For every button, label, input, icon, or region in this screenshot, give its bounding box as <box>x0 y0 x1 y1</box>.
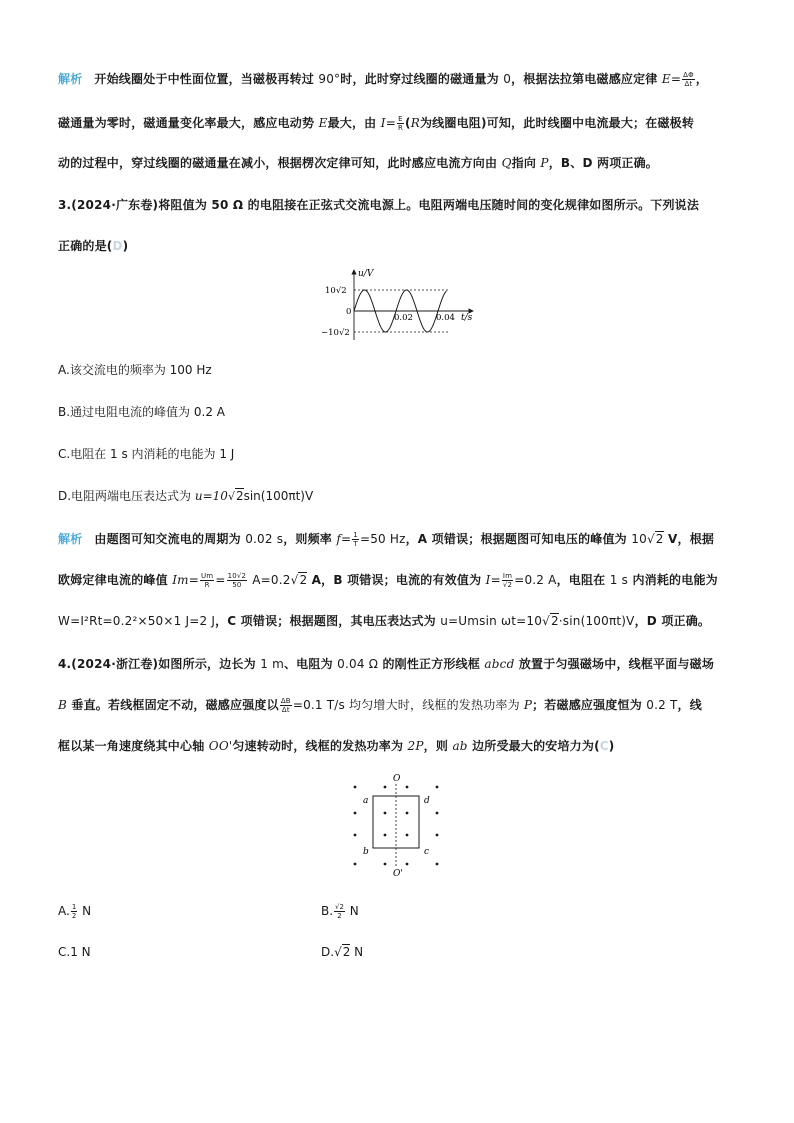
y-tick-bottom: −10√2 <box>321 328 350 338</box>
field-dot <box>436 786 439 789</box>
q4-stem-line2: B 垂直。若线框固定不动，磁感应强度以 $\frac{\Delta B}{\Delta t}$ =0.1 T/s 均匀增大时，线框的发热功率为 P；若磁感应强度恒为 0.2 T，线 <box>58 697 702 714</box>
analysis2-line3: W=I²Rt=0.2²×50×1 J=2 J，C 项错误；根据题图，其电压表达式为 u=Umsin ωt=10√2·sin(100πt)V，D 项正确。 <box>58 614 711 628</box>
q4-option-b[interactable]: B. $\frac{√2}{2}$ N <box>321 903 359 920</box>
field-dot <box>436 834 439 837</box>
field-dot <box>384 834 387 837</box>
q4-option-c[interactable]: C.1 N <box>58 945 91 959</box>
y-tick-zero: 0 <box>346 307 352 317</box>
label-b: b <box>363 847 369 857</box>
analysis-tag: 解析 <box>58 72 83 86</box>
answer-mark: D <box>112 239 123 253</box>
q3-option-d[interactable]: D.电阻两端电压表达式为 u=10√2sin(100πt)V <box>58 489 314 503</box>
x-axis-label: t/s <box>461 313 473 323</box>
field-dot <box>384 863 387 866</box>
voltage-time-graph <box>318 266 488 346</box>
analysis2-line1: 解析 由题图可知交流电的周期为 0.02 s，则频率 f= $\frac{1}{T}$ =50 Hz，A 项错误；根据题图可知电压的峰值为 10√2 V，根据 <box>58 531 715 548</box>
fraction: $\frac{Um}{R}$ <box>200 572 214 589</box>
q3-option-c[interactable]: C.电阻在 1 s 内消耗的电能为 1 J <box>58 447 235 461</box>
y-axis-label: u/V <box>358 269 374 279</box>
field-dot <box>384 812 387 815</box>
y-tick-top: 10√2 <box>325 286 347 296</box>
q3-option-b[interactable]: B.通过电阻电流的峰值为 0.2 A <box>58 405 225 419</box>
analysis2-line2: 欧姆定律电流的峰值 Im= $\frac{Um}{R}$ = $\frac{10√2}{50}$ A=0.2√2 A，B 项错误；电流的有效值为 I= $\frac{Im}{√2}$ =0.2 A，电阻在 1 s 内消耗的电能为 <box>58 572 718 589</box>
field-dot <box>384 786 387 789</box>
q3-stem-line1: 3.(2024·广东卷)将阻值为 50 Ω 的电阻接在正弦式交流电源上。电阻两端电压随时间的变化规律如图所示。下列说法 <box>58 198 700 212</box>
answer-mark: C <box>599 739 609 753</box>
fraction: $\frac{Im}{√2}$ <box>502 572 513 589</box>
field-dot <box>436 812 439 815</box>
field-dot <box>354 863 357 866</box>
fraction: $\frac{10√2}{50}$ <box>227 572 247 589</box>
fraction: $\frac{1}{T}$ <box>353 531 358 548</box>
fraction: $\frac{\Delta B}{\Delta t}$ <box>280 697 291 714</box>
field-dot <box>354 786 357 789</box>
label-O-top: O <box>393 774 401 784</box>
field-dot <box>406 863 409 866</box>
label-O-bottom: O' <box>393 869 403 879</box>
square-frame-figure <box>345 770 445 880</box>
analysis1-line2: 磁通量为零时，磁通量变化率最大，感应电动势 E最大，由 I= $\frac{E}{R}$ (R为线圈电阻)可知，此时线圈中电流最大；在磁极转 <box>58 115 695 132</box>
q4-stem-line1: 4.(2024·浙江卷)如图所示，边长为 1 m、电阻为 0.04 Ω 的刚性正方形线框 abcd 放置于匀强磁场中，线框平面与磁场 <box>58 657 715 671</box>
fraction: $\frac{\Delta\Phi}{\Delta t}$ <box>683 71 694 88</box>
x-tick-004: 0.04 <box>436 313 455 323</box>
analysis-tag: 解析 <box>58 532 83 546</box>
q3-option-a[interactable]: A.该交流电的频率为 100 Hz <box>58 363 212 377</box>
field-dot <box>436 863 439 866</box>
q4-option-d[interactable]: D.√2 N <box>321 945 364 959</box>
fraction: $\frac{E}{R}$ <box>397 115 404 132</box>
analysis1-line3: 动的过程中，穿过线圈的磁通量在减小，根据楞次定律可知，此时感应电流方向由 Q指向 P，B、D 两项正确。 <box>58 156 658 170</box>
q4-option-a[interactable]: A. $\frac{1}{2}$ N <box>58 903 92 920</box>
label-c: c <box>424 847 430 857</box>
label-d: d <box>424 796 430 806</box>
field-dot <box>406 812 409 815</box>
field-dot <box>354 812 357 815</box>
analysis1-line1: 解析 开始线圈处于中性面位置，当磁极再转过 90°时，此时穿过线圈的磁通量为 0，根据法拉第电磁感应定律 E= $\frac{\Delta\Phi}{\Delta t}$ ， <box>58 71 708 88</box>
field-dot <box>406 786 409 789</box>
field-dot <box>354 834 357 837</box>
q4-stem-line3: 框以某一角速度绕其中心轴 OO'匀速转动时，线框的发热功率为 2P，则 ab 边所受最大的安培力为(C) <box>58 739 615 753</box>
q3-stem-line2: 正确的是(D) <box>58 239 129 253</box>
x-tick-002: 0.02 <box>394 313 413 323</box>
label-a: a <box>363 796 369 806</box>
field-dot <box>406 834 409 837</box>
